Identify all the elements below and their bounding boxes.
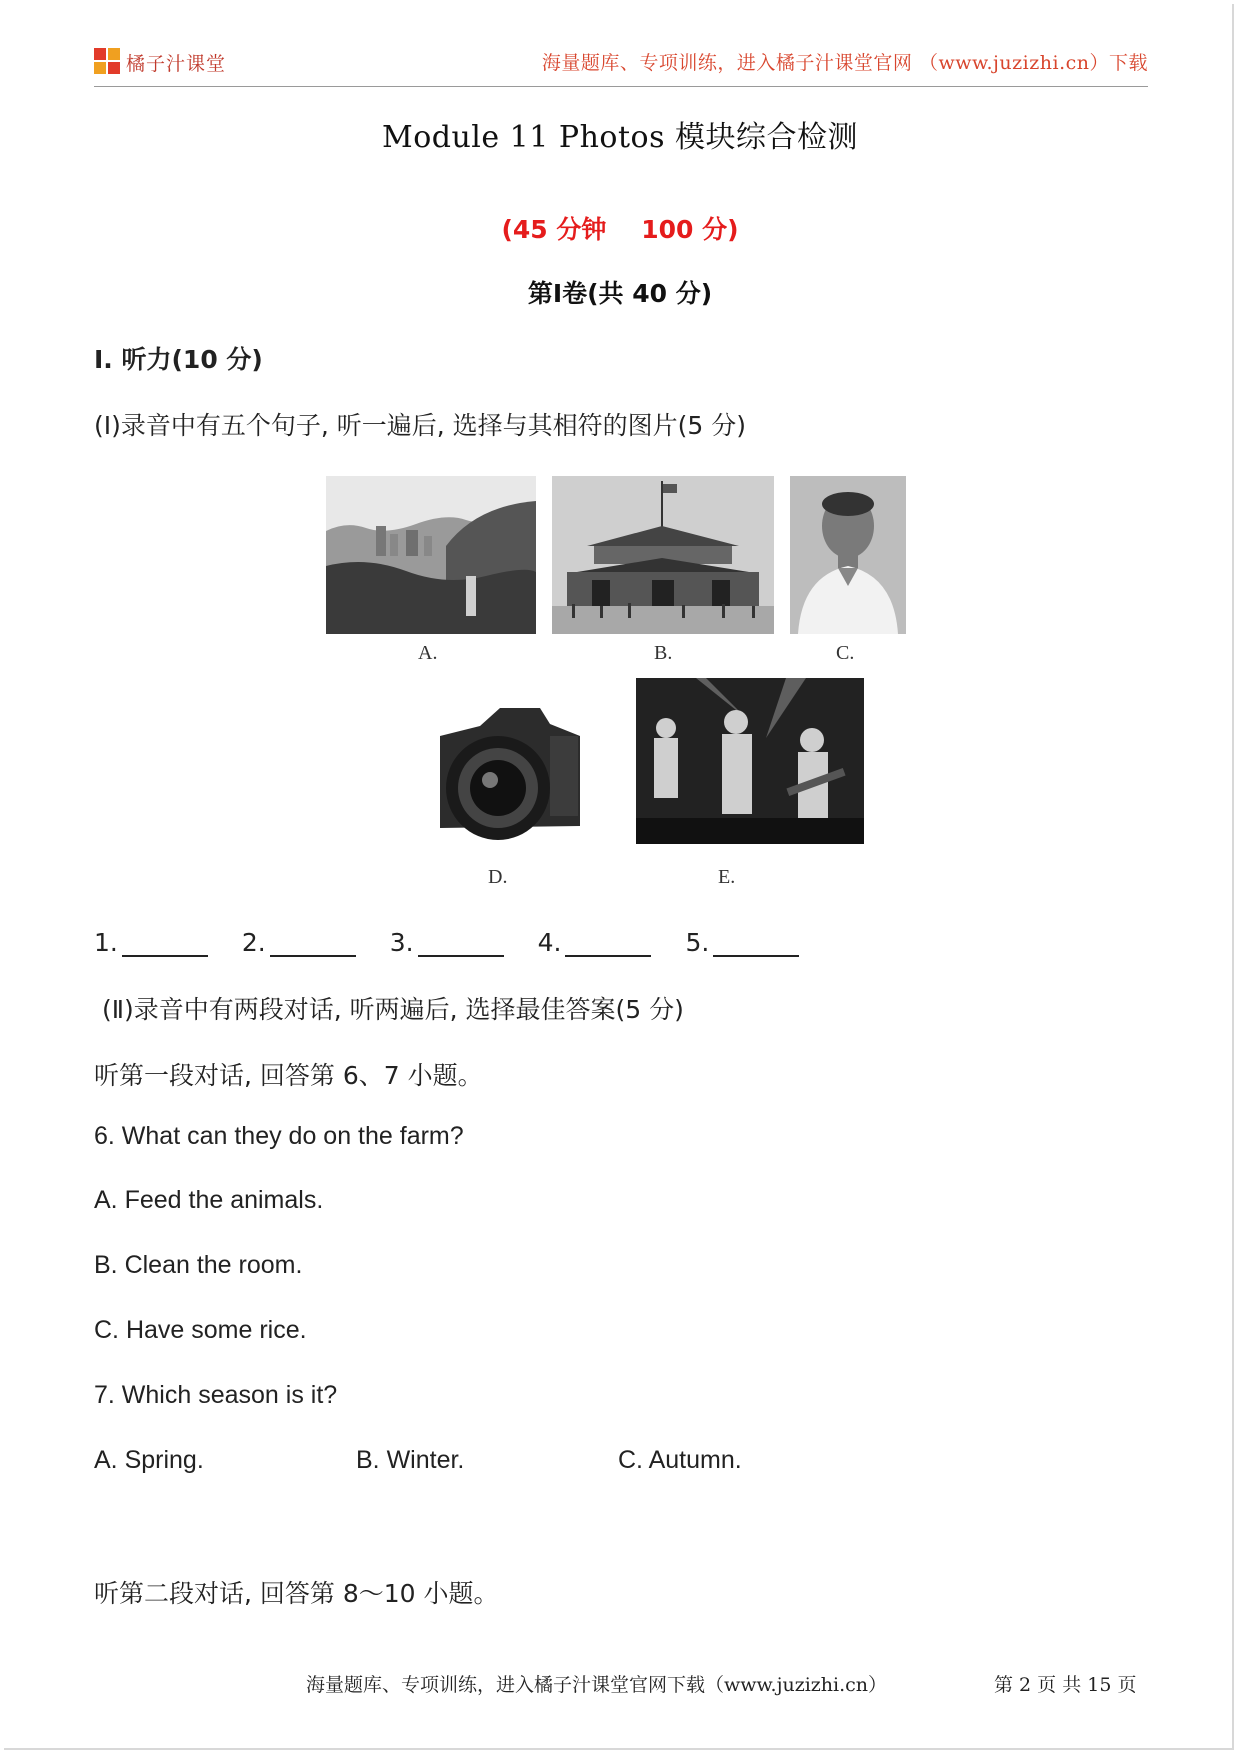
dialog-two-intro: 听第二段对话, 回答第 8～10 小题。 (94, 1579, 499, 1608)
question-7: 7. Which season is it? (94, 1381, 338, 1409)
answer-blank-3[interactable]: 3. (390, 928, 504, 957)
question-6: 6. What can they do on the farm? (94, 1122, 464, 1150)
answer-blank-2[interactable]: 2. (242, 928, 356, 957)
man-portrait-photo (790, 476, 906, 634)
page-header (94, 40, 1148, 87)
logo-icon (94, 48, 122, 76)
page-border (4, 4, 1234, 1750)
tiananmen-photo (552, 476, 774, 634)
answer-blank-5[interactable]: 5. (685, 928, 799, 957)
city-landscape-photo (326, 476, 536, 634)
page-title: Module 11 Photos 模块综合检测 (381, 120, 859, 155)
question-7-option-c[interactable]: C. Autumn. (618, 1446, 742, 1474)
part-one-title: 第Ⅰ卷(共 40 分) (527, 279, 713, 308)
image-caption-c: C. (836, 642, 855, 664)
page-number: 第 2 页 共 15 页 (994, 1674, 1137, 1696)
answer-blanks (94, 928, 833, 957)
instruction-part-two: (Ⅱ)录音中有两段对话, 听两遍后, 选择最佳答案(5 分) (94, 995, 684, 1024)
question-7-option-a[interactable]: A. Spring. (94, 1446, 204, 1474)
image-caption-b: B. (654, 642, 673, 664)
header-link-text[interactable]: 海量题库、专项训练，进入橘子汁课堂官网 （www.juzizhi.cn）下载 (541, 52, 1148, 74)
dialog-one-intro: 听第一段对话, 回答第 6、7 小题。 (94, 1061, 483, 1090)
time-score-subtitle: (45 分钟 100 分) (501, 215, 739, 244)
logo (94, 46, 226, 78)
question-6-option-c[interactable]: C. Have some rice. (94, 1316, 307, 1344)
camera-photo (430, 696, 586, 848)
image-caption-a: A. (418, 642, 438, 664)
logo-text: 橘子汁课堂 (126, 52, 227, 75)
question-6-option-b[interactable]: B. Clean the room. (94, 1251, 303, 1279)
answer-blank-4[interactable]: 4. (538, 928, 652, 957)
answer-blank-1[interactable]: 1. (94, 928, 208, 957)
instruction-part-one: (Ⅰ)录音中有五个句子, 听一遍后, 选择与其相符的图片(5 分) (94, 411, 747, 440)
question-6-option-a[interactable]: A. Feed the animals. (94, 1186, 324, 1214)
footer-text[interactable]: 海量题库、专项训练，进入橘子汁课堂官网下载（www.juzizhi.cn） (306, 1674, 888, 1696)
image-caption-d: D. (488, 866, 508, 888)
section-listening-heading: Ⅰ. 听力(10 分) (94, 345, 263, 374)
image-caption-e: E. (718, 866, 736, 888)
concert-photo (636, 678, 864, 844)
question-7-option-b[interactable]: B. Winter. (356, 1446, 465, 1474)
